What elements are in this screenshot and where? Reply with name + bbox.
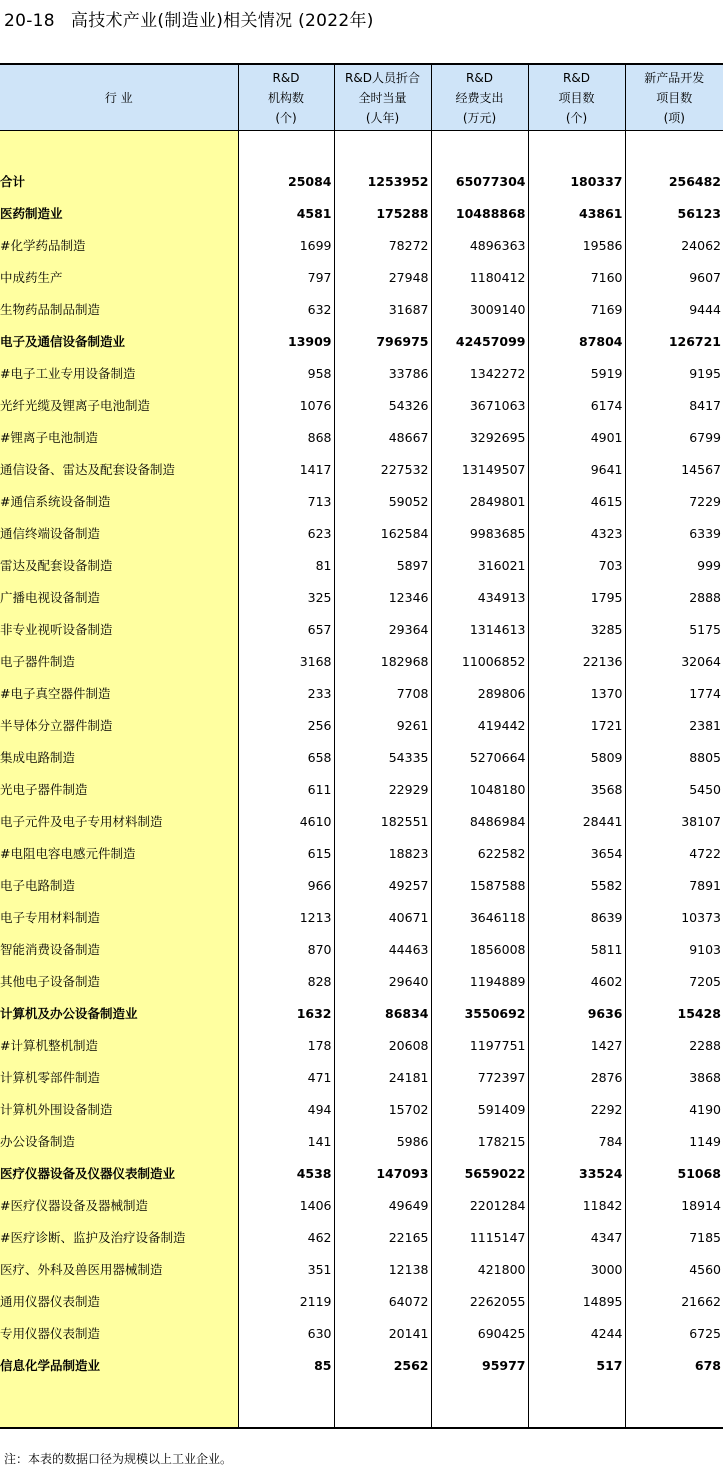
- value-cell: 4244: [528, 1317, 625, 1349]
- value-cell: 42457099: [431, 325, 528, 357]
- value-cell: 1795: [528, 581, 625, 613]
- value-cell: 462: [238, 1221, 334, 1253]
- table-row: [0, 1221, 723, 1253]
- value-cell: 611: [238, 773, 334, 805]
- value-cell: 434913: [431, 581, 528, 613]
- value-cell: 22136: [528, 645, 625, 677]
- table-row: [0, 1093, 723, 1125]
- value-cell: 81: [238, 549, 334, 581]
- value-cell: 18914: [625, 1189, 723, 1221]
- value-cell: 4610: [238, 805, 334, 837]
- value-cell: 1370: [528, 677, 625, 709]
- value-cell: 1197751: [431, 1029, 528, 1061]
- value-cell: 2292: [528, 1093, 625, 1125]
- value-cell: 1774: [625, 677, 723, 709]
- table-row: [0, 1285, 723, 1317]
- value-cell: 21662: [625, 1285, 723, 1317]
- table-row: [0, 517, 723, 549]
- value-cell: 494: [238, 1093, 334, 1125]
- value-cell: 5270664: [431, 741, 528, 773]
- table-row: [0, 1157, 723, 1189]
- footnote: 注：本表的数据口径为规模以上工业企业。: [4, 1452, 233, 1466]
- value-cell: 51068: [625, 1157, 723, 1189]
- value-cell: 49649: [334, 1189, 431, 1221]
- value-cell: 40671: [334, 901, 431, 933]
- table-row: [0, 357, 723, 389]
- industry-name-cell: #电子真空器件制造: [0, 677, 238, 709]
- industry-name-cell: 通用仪器仪表制造: [0, 1285, 238, 1317]
- value-cell: 9261: [334, 709, 431, 741]
- value-cell: 797: [238, 261, 334, 293]
- table-row: [0, 933, 723, 965]
- industry-name-cell: #通信系统设备制造: [0, 485, 238, 517]
- value-cell: 870: [238, 933, 334, 965]
- value-cell: 85: [238, 1349, 334, 1381]
- table-row: [0, 453, 723, 485]
- header-line: R&D: [272, 70, 300, 85]
- table-row: [0, 1029, 723, 1061]
- industry-name-cell: 电子及通信设备制造业: [0, 325, 238, 357]
- table-row: [0, 1061, 723, 1093]
- value-cell: 14567: [625, 453, 723, 485]
- value-cell: 4538: [238, 1157, 334, 1189]
- value-cell: 9636: [528, 997, 625, 1029]
- value-cell: 3000: [528, 1253, 625, 1285]
- value-cell: 227532: [334, 453, 431, 485]
- value-cell: 796975: [334, 325, 431, 357]
- value-cell: 1149: [625, 1125, 723, 1157]
- table-body: [0, 131, 723, 1429]
- value-cell: 175288: [334, 197, 431, 229]
- value-cell: 12138: [334, 1253, 431, 1285]
- industry-name-cell: 生物药品制品制造: [0, 293, 238, 325]
- value-cell: 27948: [334, 261, 431, 293]
- value-cell: 6725: [625, 1317, 723, 1349]
- value-cell: 4602: [528, 965, 625, 997]
- value-cell: 43861: [528, 197, 625, 229]
- value-cell: 999: [625, 549, 723, 581]
- value-cell: 19586: [528, 229, 625, 261]
- value-cell: 24062: [625, 229, 723, 261]
- industry-name-cell: #锂离子电池制造: [0, 421, 238, 453]
- value-cell: 256482: [625, 165, 723, 197]
- value-cell: 54326: [334, 389, 431, 421]
- value-cell: 2119: [238, 1285, 334, 1317]
- header-unit: (个): [275, 110, 297, 125]
- header-line: 经费支出: [455, 90, 504, 105]
- value-cell: 657: [238, 613, 334, 645]
- value-cell: 1342272: [431, 357, 528, 389]
- value-cell: 1180412: [431, 261, 528, 293]
- value-cell: 4896363: [431, 229, 528, 261]
- industry-name-cell: #医疗仪器设备及器械制造: [0, 1189, 238, 1221]
- table-row: [0, 773, 723, 805]
- table-row: [0, 837, 723, 869]
- industry-name-cell: 其他电子设备制造: [0, 965, 238, 997]
- table-row: [0, 421, 723, 453]
- table-row: [0, 1189, 723, 1221]
- value-cell: 2562: [334, 1349, 431, 1381]
- value-cell: 6799: [625, 421, 723, 453]
- industry-name-cell: 雷达及配套设备制造: [0, 549, 238, 581]
- value-cell: 1253952: [334, 165, 431, 197]
- value-cell: 11842: [528, 1189, 625, 1221]
- value-cell: 56123: [625, 197, 723, 229]
- industry-name-cell: 合计: [0, 165, 238, 197]
- table-row: [0, 1125, 723, 1157]
- value-cell: 591409: [431, 1093, 528, 1125]
- industry-name-cell: 电子器件制造: [0, 645, 238, 677]
- value-cell: 59052: [334, 485, 431, 517]
- value-cell: 772397: [431, 1061, 528, 1093]
- header-line: R&D: [563, 70, 590, 85]
- value-cell: 7160: [528, 261, 625, 293]
- industry-name-cell: 办公设备制造: [0, 1125, 238, 1157]
- value-cell: 10373: [625, 901, 723, 933]
- table-row: [0, 165, 723, 197]
- value-cell: 126721: [625, 325, 723, 357]
- table-row: [0, 709, 723, 741]
- value-cell: 180337: [528, 165, 625, 197]
- table-row: [0, 741, 723, 773]
- value-cell: 2381: [625, 709, 723, 741]
- value-cell: 141: [238, 1125, 334, 1157]
- value-cell: 5175: [625, 613, 723, 645]
- value-cell: 6174: [528, 389, 625, 421]
- value-cell: 958: [238, 357, 334, 389]
- table-row: [0, 805, 723, 837]
- value-cell: 4190: [625, 1093, 723, 1125]
- value-cell: 1587588: [431, 869, 528, 901]
- value-cell: 7169: [528, 293, 625, 325]
- value-cell: 1427: [528, 1029, 625, 1061]
- value-cell: 78272: [334, 229, 431, 261]
- industry-name-cell: 专用仪器仪表制造: [0, 1317, 238, 1349]
- spacer-row: [0, 131, 723, 166]
- table-row: [0, 325, 723, 357]
- value-cell: 4901: [528, 421, 625, 453]
- value-cell: 1076: [238, 389, 334, 421]
- industry-name-cell: #化学药品制造: [0, 229, 238, 261]
- table-row: [0, 581, 723, 613]
- value-cell: 1314613: [431, 613, 528, 645]
- header-rd-expenditure: [431, 64, 528, 131]
- value-cell: 2288: [625, 1029, 723, 1061]
- value-cell: 7229: [625, 485, 723, 517]
- value-cell: 3568: [528, 773, 625, 805]
- value-cell: 3292695: [431, 421, 528, 453]
- table-row: [0, 1253, 723, 1285]
- industry-name-cell: 光电子器件制造: [0, 773, 238, 805]
- value-cell: 9607: [625, 261, 723, 293]
- value-cell: 49257: [334, 869, 431, 901]
- industry-name-cell: 通信设备、雷达及配套设备制造: [0, 453, 238, 485]
- header-rd-personnel: [334, 64, 431, 131]
- value-cell: 31687: [334, 293, 431, 325]
- value-cell: 13909: [238, 325, 334, 357]
- table-row: [0, 1349, 723, 1381]
- table-row: [0, 229, 723, 261]
- value-cell: 8417: [625, 389, 723, 421]
- industry-name-cell: #电阻电容电感元件制造: [0, 837, 238, 869]
- value-cell: 703: [528, 549, 625, 581]
- value-cell: 4560: [625, 1253, 723, 1285]
- value-cell: 3285: [528, 613, 625, 645]
- value-cell: 5659022: [431, 1157, 528, 1189]
- value-cell: 713: [238, 485, 334, 517]
- value-cell: 622582: [431, 837, 528, 869]
- header-line: R&D人员折合: [345, 70, 420, 85]
- value-cell: 29640: [334, 965, 431, 997]
- header-line: 项目数: [656, 90, 693, 105]
- table-row: [0, 645, 723, 677]
- value-cell: 9103: [625, 933, 723, 965]
- industry-name-cell: 半导体分立器件制造: [0, 709, 238, 741]
- value-cell: 54335: [334, 741, 431, 773]
- value-cell: 22165: [334, 1221, 431, 1253]
- value-cell: 289806: [431, 677, 528, 709]
- value-cell: 8639: [528, 901, 625, 933]
- value-cell: 87804: [528, 325, 625, 357]
- header-line: R&D: [466, 70, 493, 85]
- table-row: [0, 485, 723, 517]
- value-cell: 615: [238, 837, 334, 869]
- value-cell: 316021: [431, 549, 528, 581]
- value-cell: 421800: [431, 1253, 528, 1285]
- industry-name-cell: #电子工业专用设备制造: [0, 357, 238, 389]
- value-cell: 5811: [528, 933, 625, 965]
- value-cell: 623: [238, 517, 334, 549]
- table-row: [0, 901, 723, 933]
- header-unit: (项): [663, 110, 685, 125]
- value-cell: 351: [238, 1253, 334, 1285]
- value-cell: 22929: [334, 773, 431, 805]
- value-cell: 14895: [528, 1285, 625, 1317]
- value-cell: 5809: [528, 741, 625, 773]
- table-row: [0, 1317, 723, 1349]
- industry-name-cell: 电子元件及电子专用材料制造: [0, 805, 238, 837]
- page-title: [4, 6, 374, 31]
- value-cell: 25084: [238, 165, 334, 197]
- value-cell: 182968: [334, 645, 431, 677]
- value-cell: 20141: [334, 1317, 431, 1349]
- value-cell: 233: [238, 677, 334, 709]
- value-cell: 9983685: [431, 517, 528, 549]
- value-cell: 182551: [334, 805, 431, 837]
- value-cell: 2201284: [431, 1189, 528, 1221]
- table-header: [0, 64, 723, 131]
- value-cell: 64072: [334, 1285, 431, 1317]
- industry-name-cell: 计算机及办公设备制造业: [0, 997, 238, 1029]
- header-new-product-projects: [625, 64, 723, 131]
- value-cell: 630: [238, 1317, 334, 1349]
- value-cell: 7708: [334, 677, 431, 709]
- industry-name-cell: 集成电路制造: [0, 741, 238, 773]
- industry-name-cell: #计算机整机制造: [0, 1029, 238, 1061]
- value-cell: 4323: [528, 517, 625, 549]
- value-cell: 38107: [625, 805, 723, 837]
- value-cell: 4347: [528, 1221, 625, 1253]
- value-cell: 6339: [625, 517, 723, 549]
- table-row: [0, 997, 723, 1029]
- value-cell: 5919: [528, 357, 625, 389]
- value-cell: 178: [238, 1029, 334, 1061]
- table-row: [0, 965, 723, 997]
- header-rd-institutions: [238, 64, 334, 131]
- value-cell: 20608: [334, 1029, 431, 1061]
- value-cell: 1194889: [431, 965, 528, 997]
- table-row: [0, 869, 723, 901]
- table-row: [0, 293, 723, 325]
- table-row: [0, 677, 723, 709]
- value-cell: 678: [625, 1349, 723, 1381]
- value-cell: 3654: [528, 837, 625, 869]
- value-cell: 147093: [334, 1157, 431, 1189]
- industry-name-cell: 广播电视设备制造: [0, 581, 238, 613]
- value-cell: 8805: [625, 741, 723, 773]
- value-cell: 1699: [238, 229, 334, 261]
- table-number: 20-18: [4, 11, 55, 31]
- industry-name-cell: 通信终端设备制造: [0, 517, 238, 549]
- value-cell: 5582: [528, 869, 625, 901]
- data-table: [0, 63, 723, 1429]
- value-cell: 325: [238, 581, 334, 613]
- industry-name-cell: 医药制造业: [0, 197, 238, 229]
- value-cell: 65077304: [431, 165, 528, 197]
- value-cell: 3868: [625, 1061, 723, 1093]
- table-row: [0, 389, 723, 421]
- industry-name-cell: #医疗诊断、监护及治疗设备制造: [0, 1221, 238, 1253]
- header-unit: (个): [565, 110, 588, 125]
- header-industry: 行 业: [0, 64, 238, 131]
- value-cell: 471: [238, 1061, 334, 1093]
- table-row: [0, 261, 723, 293]
- industry-name-cell: 电子电路制造: [0, 869, 238, 901]
- value-cell: 9444: [625, 293, 723, 325]
- value-cell: 7185: [625, 1221, 723, 1253]
- table-title: 高技术产业(制造业)相关情况 (2022年): [70, 11, 374, 31]
- value-cell: 95977: [431, 1349, 528, 1381]
- header-rd-projects: [528, 64, 625, 131]
- value-cell: 1632: [238, 997, 334, 1029]
- value-cell: 44463: [334, 933, 431, 965]
- header-unit: (万元): [462, 110, 497, 125]
- value-cell: 12346: [334, 581, 431, 613]
- value-cell: 24181: [334, 1061, 431, 1093]
- value-cell: 3646118: [431, 901, 528, 933]
- value-cell: 178215: [431, 1125, 528, 1157]
- value-cell: 9195: [625, 357, 723, 389]
- value-cell: 690425: [431, 1317, 528, 1349]
- value-cell: 5897: [334, 549, 431, 581]
- value-cell: 4581: [238, 197, 334, 229]
- value-cell: 28441: [528, 805, 625, 837]
- value-cell: 4615: [528, 485, 625, 517]
- value-cell: 3550692: [431, 997, 528, 1029]
- value-cell: 9641: [528, 453, 625, 485]
- value-cell: 86834: [334, 997, 431, 1029]
- value-cell: 29364: [334, 613, 431, 645]
- value-cell: 15428: [625, 997, 723, 1029]
- industry-name-cell: 电子专用材料制造: [0, 901, 238, 933]
- value-cell: 2888: [625, 581, 723, 613]
- value-cell: 2876: [528, 1061, 625, 1093]
- value-cell: 4722: [625, 837, 723, 869]
- industry-name-cell: 光纤光缆及锂离子电池制造: [0, 389, 238, 421]
- value-cell: 966: [238, 869, 334, 901]
- value-cell: 1048180: [431, 773, 528, 805]
- value-cell: 1417: [238, 453, 334, 485]
- header-line: 全时当量: [358, 90, 407, 105]
- value-cell: 658: [238, 741, 334, 773]
- value-cell: 3671063: [431, 389, 528, 421]
- value-cell: 1721: [528, 709, 625, 741]
- value-cell: 5986: [334, 1125, 431, 1157]
- industry-name-cell: 智能消费设备制造: [0, 933, 238, 965]
- industry-name-cell: 计算机外围设备制造: [0, 1093, 238, 1125]
- industry-name-cell: 中成药生产: [0, 261, 238, 293]
- value-cell: 517: [528, 1349, 625, 1381]
- value-cell: 1115147: [431, 1221, 528, 1253]
- value-cell: 33524: [528, 1157, 625, 1189]
- header-line: 机构数: [267, 90, 304, 105]
- industry-name-cell: 医疗、外科及兽医用器械制造: [0, 1253, 238, 1285]
- value-cell: 8486984: [431, 805, 528, 837]
- value-cell: 1213: [238, 901, 334, 933]
- industry-name-cell: 非专业视听设备制造: [0, 613, 238, 645]
- value-cell: 15702: [334, 1093, 431, 1125]
- value-cell: 632: [238, 293, 334, 325]
- table-row: [0, 549, 723, 581]
- value-cell: 13149507: [431, 453, 528, 485]
- value-cell: 256: [238, 709, 334, 741]
- value-cell: 32064: [625, 645, 723, 677]
- value-cell: 2849801: [431, 485, 528, 517]
- spacer-row: [0, 1381, 723, 1428]
- value-cell: 18823: [334, 837, 431, 869]
- value-cell: 1856008: [431, 933, 528, 965]
- header-line: 新产品开发: [644, 70, 705, 85]
- value-cell: 7205: [625, 965, 723, 997]
- value-cell: 48667: [334, 421, 431, 453]
- industry-name-cell: 信息化学品制造业: [0, 1349, 238, 1381]
- value-cell: 162584: [334, 517, 431, 549]
- value-cell: 3009140: [431, 293, 528, 325]
- value-cell: 784: [528, 1125, 625, 1157]
- value-cell: 5450: [625, 773, 723, 805]
- value-cell: 33786: [334, 357, 431, 389]
- header-line: 项目数: [558, 90, 595, 105]
- value-cell: 7891: [625, 869, 723, 901]
- industry-name-cell: 医疗仪器设备及仪器仪表制造业: [0, 1157, 238, 1189]
- value-cell: 1406: [238, 1189, 334, 1221]
- value-cell: 11006852: [431, 645, 528, 677]
- value-cell: 10488868: [431, 197, 528, 229]
- header-unit: (人年): [365, 110, 400, 125]
- value-cell: 868: [238, 421, 334, 453]
- table-row: [0, 197, 723, 229]
- value-cell: 3168: [238, 645, 334, 677]
- table-row: [0, 613, 723, 645]
- value-cell: 419442: [431, 709, 528, 741]
- value-cell: 828: [238, 965, 334, 997]
- value-cell: 2262055: [431, 1285, 528, 1317]
- industry-name-cell: 计算机零部件制造: [0, 1061, 238, 1093]
